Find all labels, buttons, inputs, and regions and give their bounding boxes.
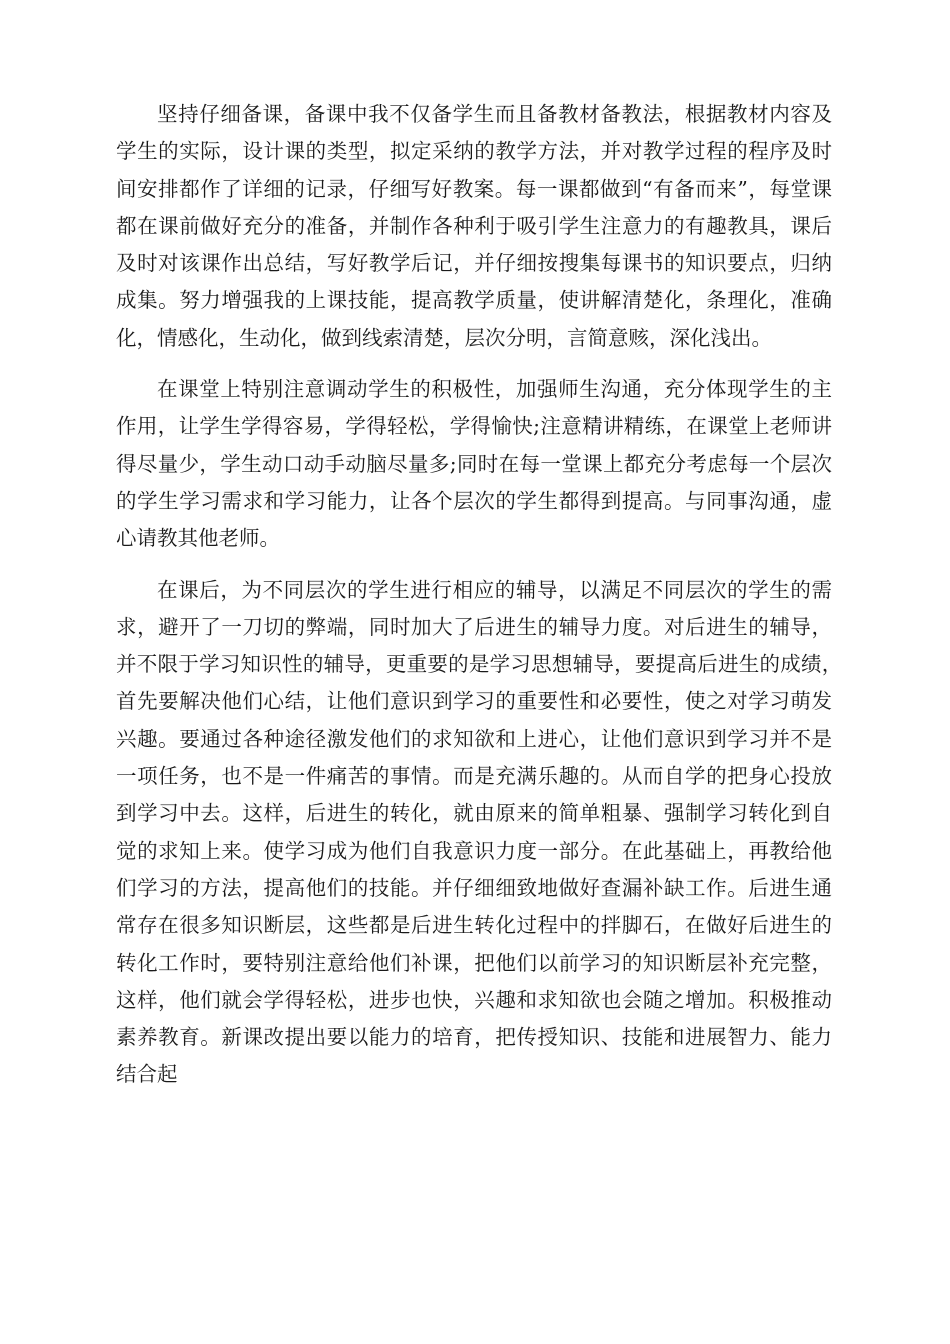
document-body xyxy=(116,96,853,1094)
paragraph-after-class-tutoring: 在课后，为不同层次的学生进行相应的辅导，以满足不同层次的学生的需求，避开了一刀切的弊端，同时加大了后进生的辅导力度。对后进生的辅导，并不限于学习知识性的辅导，更重要的是学习思想辅导，要提高后进生的成绩， 首先要解决他们心结，让他们意识到学习的重要性和必要性，使之对学习萌发兴趣。要通过各种途径激发他们的求知欲和上进心，让他们意识到学习并不是一项任务，也不是一件痛苦的事情。而是充满乐趣的。从而自学的把身心投放到学习中去。这样，后进生的转化，就由原来的简单粗暴、强制学习转化到自觉的求知上来。使学习成为他们自我意识力度一部分。在此基础上，再教给他们学习的方法，提高他们的技能。并仔细细致地做好查漏补缺工作。后进生通常存在很多知识断层，这些都是后进生转化过程中的拌脚石，在做好后进生的转化工作时，要特别注意给他们补课，把他们以前学习的知识断层补充完整，这样，他们就会学得轻松，进步也快，兴趣和求知欲也会随之增加。积极推动素养教育。新课改提出要以能力的培育，把传授知识、技能和进展智力、能力结合起 xyxy=(116,577,853,1087)
paragraph-lesson-preparation: 坚持仔细备课，备课中我不仅备学生而且备教材备教法，根据教材内容及学生的实际，设计课的类型，拟定采纳的教学方法，并对教学过程的程序及时间安排都作了详细的记录，仔细写好教案。每一课都做到“有备而来”，每堂课都在课前做好充分的准备，并制作各种利于吸引学生注意力的有趣教具，课后及时对该课作出总结，写好教学后记，并仔细按搜集每课书的知识要点，归纳成集。努力增强我的上课技能，提高教学质量，使讲解清楚化，条理化，准确化，情感化，生动化，做到线索清楚，层次分明，言简意赅，深化浅出。 xyxy=(116,102,832,350)
paragraph-classroom-engagement: 在课堂上特别注意调动学生的积极性，加强师生沟通，充分体现学生的主作用，让学生学得容易，学得轻松，学得愉快;注意精讲精练，在课堂上老师讲得尽量少，学生动口动手动脑尽量多;同时在每一堂课上都充分考虑每一个层次的学生学习需求和学习能力，让各个层次的学生都得到提高。与同事沟通，虚心请教其他老师。 xyxy=(116,377,832,551)
